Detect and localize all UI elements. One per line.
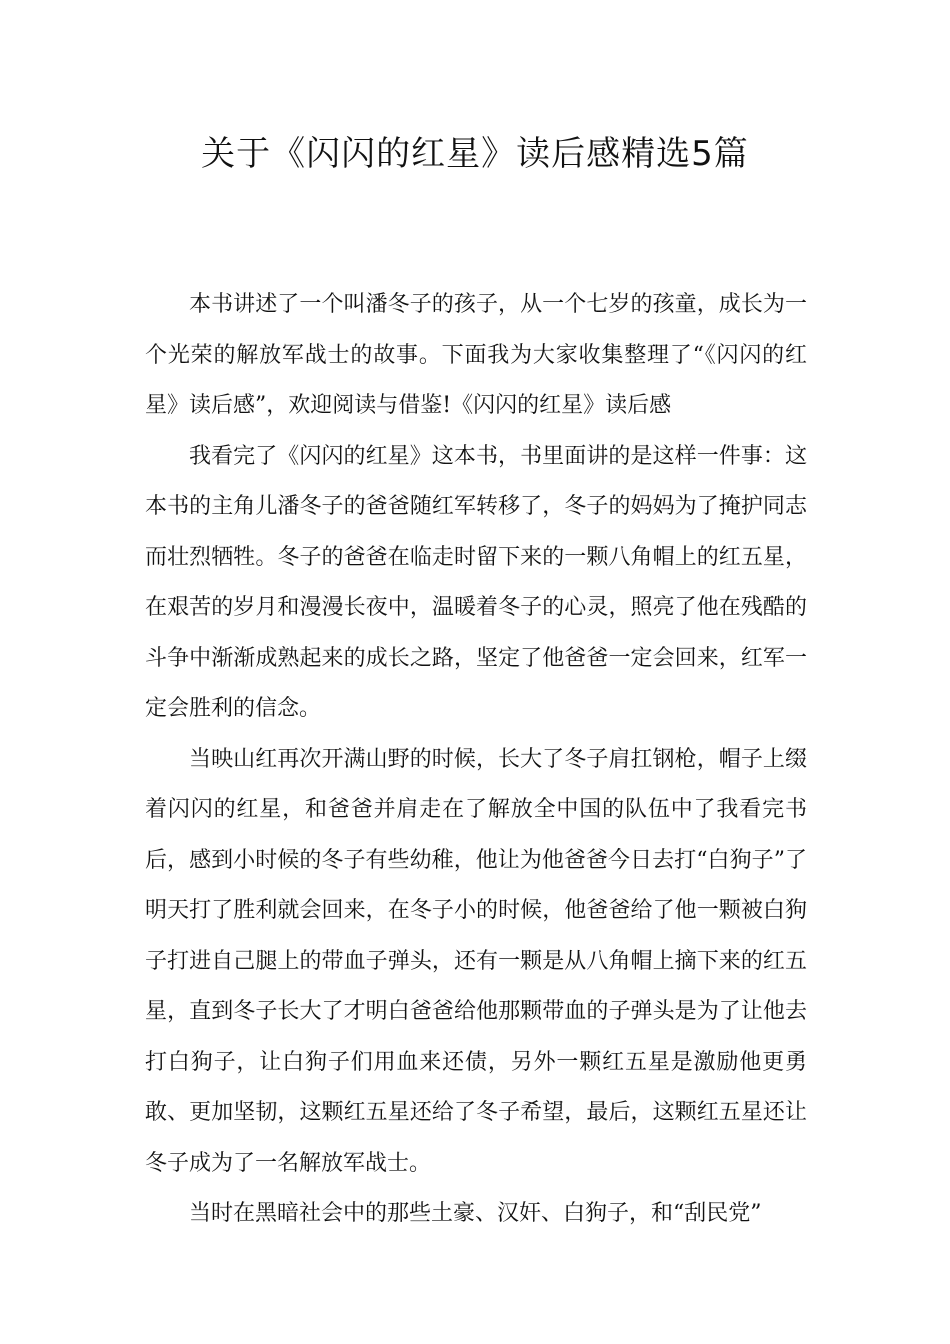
document-body	[145, 280, 807, 1240]
paragraph-3: 当映山红再次开满山野的时候，长大了冬子肩扛钢枪，帽子上缀着闪闪的红星，和爸爸并肩走在了解放全中国的队伍中了我看完书后，感到小时候的冬子有些幼稚，他让为他爸爸今日去打“白狗子”了明天打了胜利就会回来，在冬子小的时候，他爸爸给了他一颗被白狗子打进自己腿上的带血子弹头，还有一颗是从八角帽上摘下来的红五星，直到冬子长大了才明白爸爸给他那颗带血的子弹头是为了让他去打白狗子，让白狗子们用血来还债，另外一颗红五星是激励他更勇敢、更加坚韧，这颗红五星还给了冬子希望，最后，这颗红五星还让冬子成为了一名解放军战士。	[145, 746, 807, 1176]
paragraph-1: 本书讲述了一个叫潘冬子的孩子，从一个七岁的孩童，成长为一个光荣的解放军战士的故事。下面我为大家收集整理了“《闪闪的红星》读后感”，欢迎阅读与借鉴!《闪闪的红星》读后感	[145, 292, 807, 418]
paragraph-4: 当时在黑暗社会中的那些土豪、汉奸、白狗子，和“刮民党”	[189, 1201, 762, 1226]
paragraph-2: 我看完了《闪闪的红星》这本书，书里面讲的是这样一件事：这本书的主角儿潘冬子的爸爸随红军转移了，冬子的妈妈为了掩护同志而壮烈牺牲。冬子的爸爸在临走时留下来的一颗八角帽上的红五星，在艰苦的岁月和漫漫长夜中，温暖着冬子的心灵，照亮了他在残酷的斗争中渐渐成熟起来的成长之路，坚定了他爸爸一定会回来，红军一定会胜利的信念。	[145, 443, 807, 721]
document-title: 关于《闪闪的红星》读后感精选5篇	[201, 134, 749, 174]
